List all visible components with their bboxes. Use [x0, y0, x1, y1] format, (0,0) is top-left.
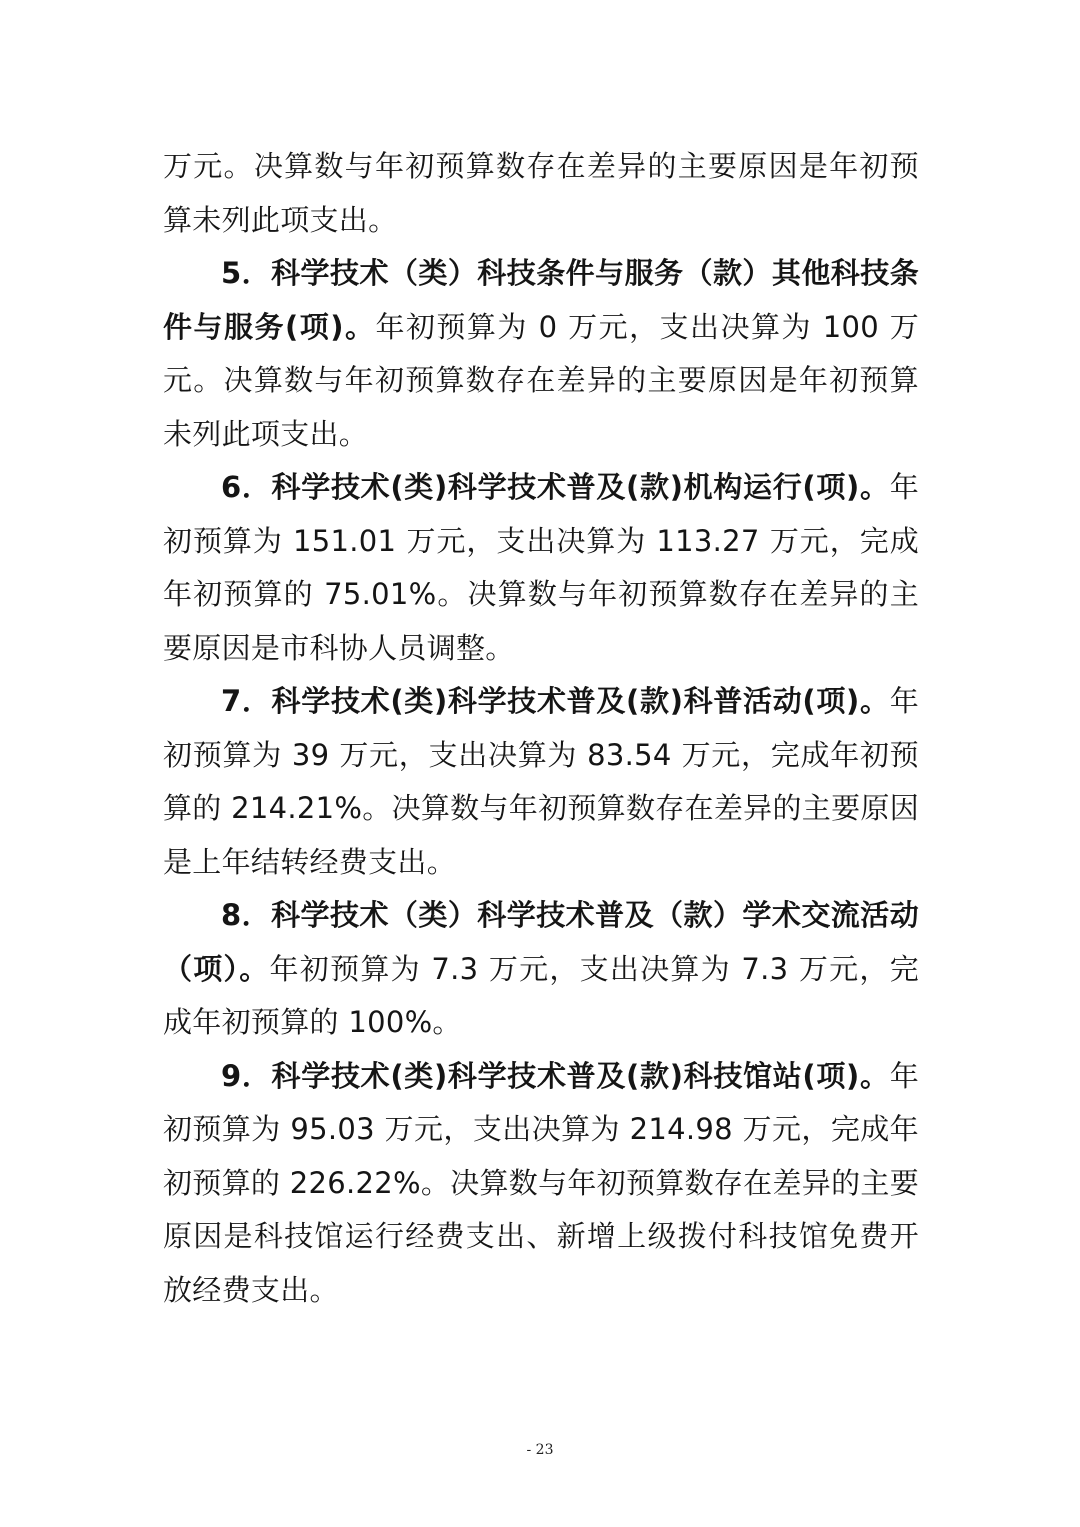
- paragraph-item-8: [163, 889, 919, 1050]
- item-body: 年初预算为 95.03 万元，支出决算为 214.98 万元，完成年初预算的 226.22%。决算数与年初预算数存在差异的主要原因是科技馆运行经费支出、新增上级拨付科技馆免费开放经费支出。: [163, 1058, 919, 1307]
- paragraph-item-9: [163, 1050, 919, 1318]
- item-body: 年初预算为 151.01 万元，支出决算为 113.27 万元，完成年初预算的 75.01%。决算数与年初预算数存在差异的主要原因是市科协人员调整。: [163, 470, 919, 665]
- item-body: 年初预算为 39 万元，支出决算为 83.54 万元，完成年初预算的 214.21%。决算数与年初预算数存在差异的主要原因是上年结转经费支出。: [163, 684, 919, 879]
- item-heading: 6．科学技术(类)科学技术普及(款)机构运行(项)。: [221, 470, 890, 504]
- item-heading: 7．科学技术(类)科学技术普及(款)科普活动(项)。: [221, 684, 890, 718]
- paragraph-item-6: [163, 461, 919, 675]
- paragraph-continuation: [163, 140, 919, 247]
- document-body: [163, 140, 919, 1317]
- item-heading: 5．科学技术（类）科技条件与服务（款）其他科技条件与服务(项)。: [163, 256, 919, 344]
- item-body: 年初预算为 0 万元，支出决算为 100 万元。决算数与年初预算数存在差异的主要原因是年初预算未列此项支出。: [163, 309, 919, 451]
- page-number: - 23: [526, 1442, 554, 1458]
- item-heading: 9．科学技术(类)科学技术普及(款)科技馆站(项)。: [221, 1058, 890, 1093]
- paragraph-item-5: [163, 247, 919, 461]
- paragraph-body: 万元。决算数与年初预算数存在差异的主要原因是年初预算未列此项支出。: [163, 149, 919, 237]
- paragraph-item-7: [163, 675, 919, 889]
- item-heading: 8．科学技术（类）科学技术普及（款）学术交流活动（项）。: [163, 898, 919, 986]
- item-body: 年初预算为 7.3 万元，支出决算为 7.3 万元，完成年初预算的 100%。: [163, 951, 919, 1039]
